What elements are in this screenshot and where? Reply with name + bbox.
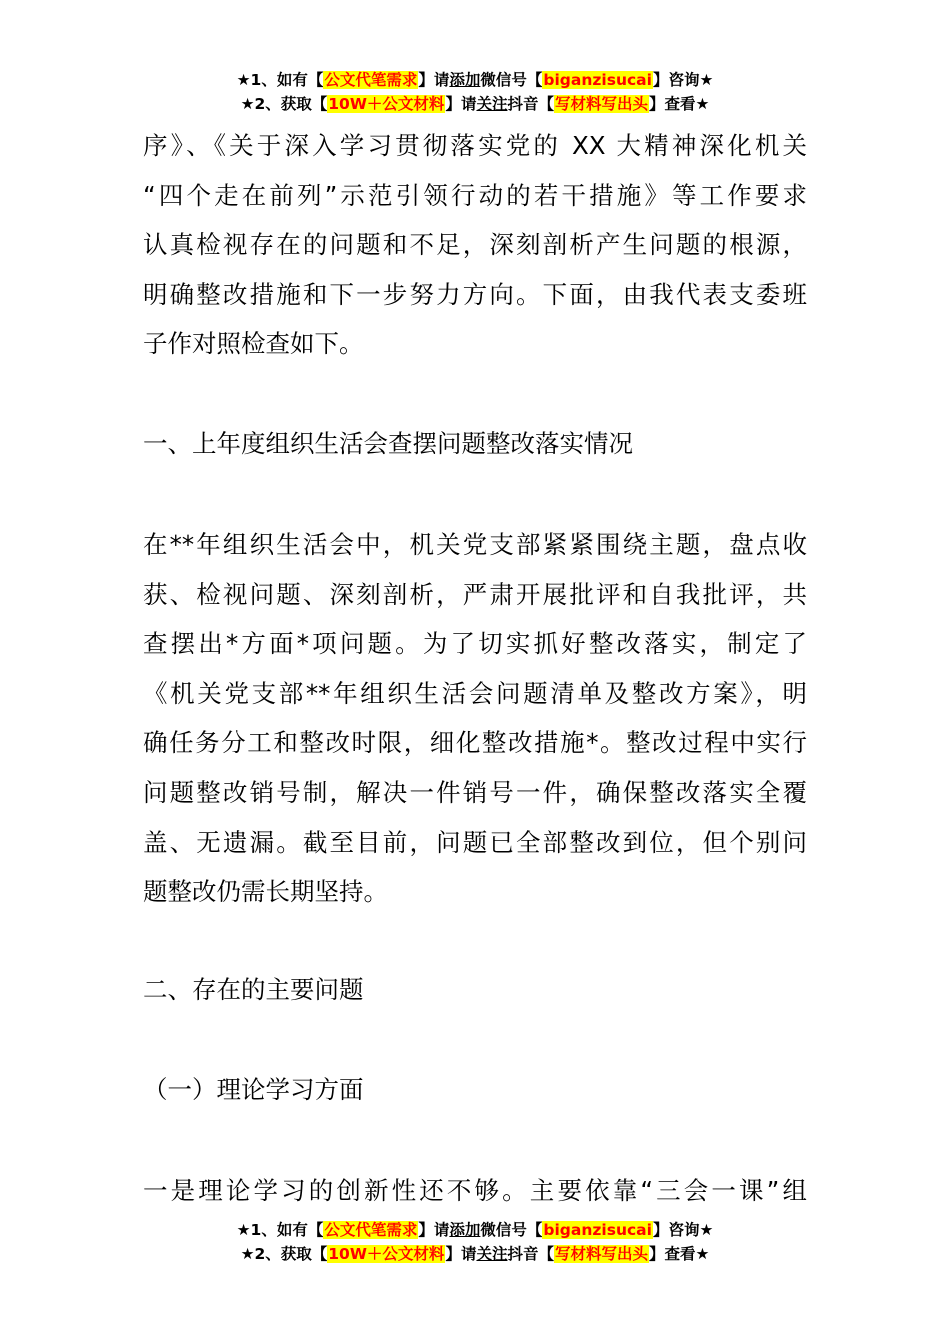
section-heading-1: 一、上年度组织生活会查摆问题整改落实情况: [143, 429, 633, 458]
text-line: 题整改仍需长期坚持。: [143, 877, 388, 907]
paragraph-theory-study: [143, 1166, 807, 1216]
highlight-wechat-id: biganzisucai: [543, 1221, 652, 1239]
subsection-heading-1: （一）理论学习方面: [143, 1075, 364, 1104]
highlight-douyin: 写材料写出头: [554, 1245, 648, 1263]
text-line: 问题整改销号制，解决一件销号一件，确保整改落实全覆: [143, 777, 807, 807]
highlight-service: 公文代笔需求: [324, 1221, 418, 1239]
text-line: 在**年组织生活会中，机关党支部紧紧围绕主题，盘点收: [143, 530, 807, 559]
highlight-materials: 10W＋公文材料: [328, 95, 445, 113]
text-line: 盖、无遗漏。截至目前，问题已全部整改到位，但个别问: [143, 827, 807, 857]
text-line: 序》、《关于深入学习贯彻落实党的 XX 大精神深化机关: [143, 131, 807, 160]
intro-paragraph: [143, 121, 807, 369]
text-line: 确任务分工和整改时限，细化整改措施*。整改过程中实行: [143, 728, 807, 758]
banner-line-2: ★2、获取【10W＋公文材料】请关注抖音【写材料写出头】查看★: [240, 1245, 710, 1263]
text-line: 子作对照检查如下。: [143, 329, 364, 359]
banner-line-1: ★1、如有【公文代笔需求】请添加微信号【biganzisucai】咨询★: [236, 1221, 714, 1239]
highlight-service: 公文代笔需求: [324, 71, 418, 89]
text-line: 《机关党支部**年组织生活会问题清单及整改方案》，明: [143, 678, 807, 708]
banner-line-1: ★1、如有【公文代笔需求】请添加微信号【biganzisucai】咨询★: [236, 71, 714, 89]
text-line: 查摆出*方面*项问题。为了切实抓好整改落实，制定了: [143, 629, 807, 659]
highlight-wechat-id: biganzisucai: [543, 71, 652, 89]
section-heading-2: 二、存在的主要问题: [143, 975, 364, 1004]
text-line: “四个走在前列”示范引领行动的若干措施》等工作要求: [143, 180, 807, 210]
banner-line-2: ★2、获取【10W＋公文材料】请关注抖音【写材料写出头】查看★: [240, 95, 710, 113]
footer-banner: [0, 1218, 950, 1266]
highlight-douyin: 写材料写出头: [554, 95, 648, 113]
paragraph-rectification: [143, 520, 807, 917]
text-line: 获、检视问题、深刻剖析，严肃开展批评和自我批评，共: [143, 579, 807, 609]
text-line: 认真检视存在的问题和不足，深刻剖析产生问题的根源，: [143, 230, 807, 260]
highlight-materials: 10W＋公文材料: [328, 1245, 445, 1263]
header-banner: [0, 68, 950, 116]
text-line: 明确整改措施和下一步努力方向。下面，由我代表支委班: [143, 279, 807, 309]
text-line: 一是理论学习的创新性还不够。主要依靠“三会一课”组: [143, 1176, 807, 1205]
